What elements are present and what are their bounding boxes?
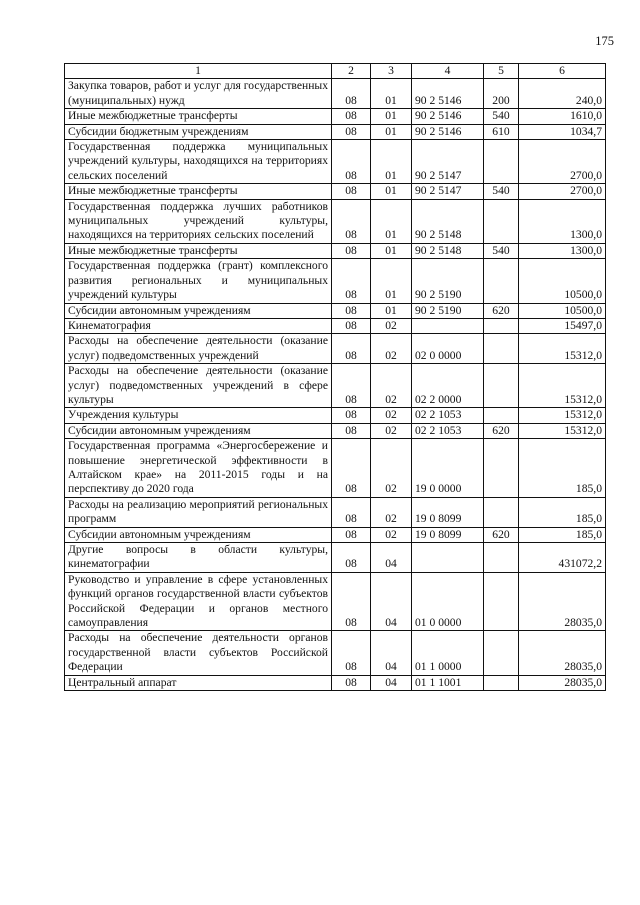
cell-pr: 04 — [371, 572, 412, 631]
cell-name: Другие вопросы в области культуры, кинематографии — [65, 543, 332, 573]
cell-vr: 610 — [484, 124, 519, 139]
cell-name: Государственная поддержка лучших работников муниципальных учреждений культуры, находящихся на территориях сельских поселений — [65, 199, 332, 243]
table-row — [65, 124, 606, 139]
cell-vr — [484, 675, 519, 690]
table-row — [65, 497, 606, 527]
cell-vr: 620 — [484, 423, 519, 438]
cell-name: Субсидии автономным учреждениям — [65, 527, 332, 542]
cell-vr: 620 — [484, 527, 519, 542]
cell-sum: 10500,0 — [519, 259, 606, 303]
cell-name: Закупка товаров, работ и услуг для государственных (муниципальных) нужд — [65, 79, 332, 109]
cell-name: Расходы на обеспечение деятельности органов государственной власти субъектов Российской Федерации — [65, 631, 332, 675]
cell-sum: 240,0 — [519, 79, 606, 109]
cell-sum: 28035,0 — [519, 631, 606, 675]
cell-vr — [484, 334, 519, 364]
cell-vr: 200 — [484, 79, 519, 109]
header-cell: 2 — [332, 64, 371, 79]
cell-csr: 02 2 0000 — [412, 364, 484, 408]
cell-csr: 90 2 5190 — [412, 303, 484, 318]
cell-sum: 15312,0 — [519, 364, 606, 408]
cell-csr: 90 2 5147 — [412, 184, 484, 199]
table-row — [65, 109, 606, 124]
cell-sum: 15312,0 — [519, 334, 606, 364]
cell-rz: 08 — [332, 439, 371, 498]
cell-sum: 1034,7 — [519, 124, 606, 139]
header-cell: 3 — [371, 64, 412, 79]
cell-sum: 185,0 — [519, 497, 606, 527]
table-row — [65, 675, 606, 690]
cell-rz: 08 — [332, 79, 371, 109]
table-row — [65, 79, 606, 109]
table-row — [65, 439, 606, 498]
cell-sum: 15312,0 — [519, 408, 606, 423]
cell-rz: 08 — [332, 631, 371, 675]
cell-pr: 02 — [371, 423, 412, 438]
table-row — [65, 423, 606, 438]
cell-name: Учреждения культуры — [65, 408, 332, 423]
cell-csr: 90 2 5146 — [412, 124, 484, 139]
cell-csr: 90 2 5146 — [412, 109, 484, 124]
cell-vr — [484, 408, 519, 423]
cell-vr — [484, 543, 519, 573]
cell-csr: 02 2 1053 — [412, 408, 484, 423]
cell-sum: 15497,0 — [519, 318, 606, 333]
table-body — [65, 79, 606, 691]
cell-rz: 08 — [332, 140, 371, 184]
cell-pr: 01 — [371, 140, 412, 184]
cell-pr: 01 — [371, 79, 412, 109]
cell-csr: 19 0 8099 — [412, 527, 484, 542]
cell-rz: 08 — [332, 527, 371, 542]
cell-pr: 02 — [371, 497, 412, 527]
cell-pr: 02 — [371, 439, 412, 498]
cell-rz: 08 — [332, 259, 371, 303]
cell-csr: 90 2 5146 — [412, 79, 484, 109]
cell-pr: 01 — [371, 199, 412, 243]
cell-vr — [484, 364, 519, 408]
cell-pr: 04 — [371, 543, 412, 573]
cell-csr: 90 2 5147 — [412, 140, 484, 184]
cell-pr: 01 — [371, 184, 412, 199]
cell-rz: 08 — [332, 124, 371, 139]
cell-pr: 01 — [371, 124, 412, 139]
cell-name: Расходы на обеспечение деятельности (оказание услуг) подведомственных учреждений в сфере культуры — [65, 364, 332, 408]
cell-pr: 02 — [371, 334, 412, 364]
cell-csr: 02 0 0000 — [412, 334, 484, 364]
table-row — [65, 527, 606, 542]
table-row — [65, 199, 606, 243]
cell-pr: 02 — [371, 527, 412, 542]
table-row — [65, 184, 606, 199]
cell-rz: 08 — [332, 497, 371, 527]
cell-sum: 185,0 — [519, 439, 606, 498]
cell-rz: 08 — [332, 543, 371, 573]
cell-csr: 01 0 0000 — [412, 572, 484, 631]
cell-rz: 08 — [332, 109, 371, 124]
cell-vr: 540 — [484, 184, 519, 199]
cell-rz: 08 — [332, 318, 371, 333]
cell-sum: 2700,0 — [519, 140, 606, 184]
table-row — [65, 259, 606, 303]
cell-sum: 185,0 — [519, 527, 606, 542]
cell-csr: 90 2 5148 — [412, 199, 484, 243]
table-row — [65, 543, 606, 573]
table-row — [65, 140, 606, 184]
cell-pr: 01 — [371, 303, 412, 318]
table-row — [65, 572, 606, 631]
header-cell: 1 — [65, 64, 332, 79]
cell-name: Субсидии автономным учреждениям — [65, 423, 332, 438]
cell-rz: 08 — [332, 199, 371, 243]
cell-csr: 02 2 1053 — [412, 423, 484, 438]
cell-csr: 01 1 1001 — [412, 675, 484, 690]
cell-sum: 1300,0 — [519, 199, 606, 243]
cell-rz: 08 — [332, 423, 371, 438]
cell-csr — [412, 543, 484, 573]
cell-vr — [484, 140, 519, 184]
cell-vr: 540 — [484, 109, 519, 124]
cell-sum: 1300,0 — [519, 243, 606, 258]
table-row — [65, 334, 606, 364]
cell-vr — [484, 259, 519, 303]
cell-sum: 10500,0 — [519, 303, 606, 318]
cell-name: Государственная программа «Энергосбережение и повышение энергетической эффективности в Алтайском крае» на 2011-2015 годы и на перспективу до 2020 года — [65, 439, 332, 498]
cell-name: Расходы на обеспечение деятельности (оказание услуг) подведомственных учреждений — [65, 334, 332, 364]
cell-rz: 08 — [332, 572, 371, 631]
cell-name: Государственная поддержка муниципальных учреждений культуры, находящихся на территориях сельских поселений — [65, 140, 332, 184]
cell-rz: 08 — [332, 303, 371, 318]
cell-pr: 04 — [371, 631, 412, 675]
cell-csr: 90 2 5148 — [412, 243, 484, 258]
table-row — [65, 631, 606, 675]
cell-name: Субсидии бюджетным учреждениям — [65, 124, 332, 139]
cell-vr — [484, 572, 519, 631]
cell-sum: 15312,0 — [519, 423, 606, 438]
cell-name: Государственная поддержка (грант) комплексного развития региональных и муниципальных учреждений культуры — [65, 259, 332, 303]
header-cell: 5 — [484, 64, 519, 79]
cell-vr — [484, 631, 519, 675]
cell-rz: 08 — [332, 334, 371, 364]
cell-sum: 28035,0 — [519, 675, 606, 690]
cell-pr: 01 — [371, 243, 412, 258]
cell-name: Иные межбюджетные трансферты — [65, 109, 332, 124]
header-cell: 4 — [412, 64, 484, 79]
cell-name: Центральный аппарат — [65, 675, 332, 690]
budget-table — [64, 63, 606, 691]
cell-rz: 08 — [332, 364, 371, 408]
page-number: 175 — [595, 34, 614, 48]
cell-sum: 28035,0 — [519, 572, 606, 631]
table-row — [65, 303, 606, 318]
cell-pr: 01 — [371, 259, 412, 303]
cell-name: Расходы на реализацию мероприятий региональных программ — [65, 497, 332, 527]
cell-name: Субсидии автономным учреждениям — [65, 303, 332, 318]
cell-vr — [484, 497, 519, 527]
cell-pr: 01 — [371, 109, 412, 124]
cell-csr — [412, 318, 484, 333]
cell-sum: 431072,2 — [519, 543, 606, 573]
cell-pr: 04 — [371, 675, 412, 690]
cell-vr — [484, 199, 519, 243]
cell-vr: 620 — [484, 303, 519, 318]
cell-csr: 19 0 0000 — [412, 439, 484, 498]
cell-pr: 02 — [371, 318, 412, 333]
header-cell: 6 — [519, 64, 606, 79]
cell-name: Иные межбюджетные трансферты — [65, 243, 332, 258]
table-row — [65, 243, 606, 258]
cell-vr: 540 — [484, 243, 519, 258]
cell-sum: 2700,0 — [519, 184, 606, 199]
cell-csr: 19 0 8099 — [412, 497, 484, 527]
cell-name: Иные межбюджетные трансферты — [65, 184, 332, 199]
cell-csr: 90 2 5190 — [412, 259, 484, 303]
cell-name: Руководство и управление в сфере установленных функций органов государственной власти субъектов Российской Федерации и органов местного самоуправления — [65, 572, 332, 631]
header-row — [65, 64, 606, 79]
table-row — [65, 408, 606, 423]
table-row — [65, 318, 606, 333]
cell-rz: 08 — [332, 184, 371, 199]
cell-rz: 08 — [332, 675, 371, 690]
cell-csr: 01 1 0000 — [412, 631, 484, 675]
cell-pr: 02 — [371, 364, 412, 408]
cell-vr — [484, 439, 519, 498]
table-row — [65, 364, 606, 408]
cell-vr — [484, 318, 519, 333]
cell-pr: 02 — [371, 408, 412, 423]
cell-rz: 08 — [332, 408, 371, 423]
cell-sum: 1610,0 — [519, 109, 606, 124]
cell-rz: 08 — [332, 243, 371, 258]
cell-name: Кинематография — [65, 318, 332, 333]
